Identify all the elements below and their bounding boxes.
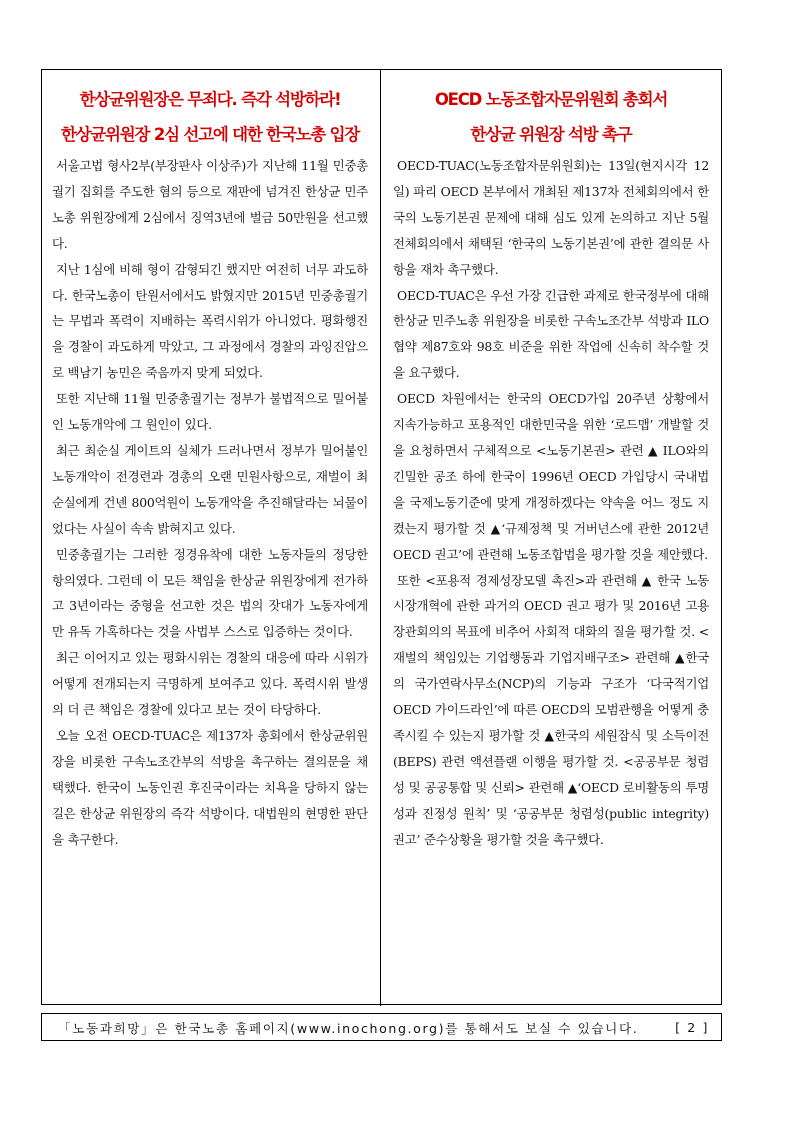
right-paragraph: OECD 차원에서는 한국의 OECD가입 20주년 상황에서 지속가능하고 포용적인 대한민국을 위한 ‘로드맵’ 개발할 것을 요청하면서 구체적으로 <노동기본권> 관련 ▲ ILO와의 긴밀한 공조 하에 한국이 1996년 OECD 가입당시 국내법을 국제노동기준에 맞게 개정하겠다는 약속을 어느 정도 지켰는지 평가할 것 ▲‘규제정책 및 거버넌스에 관한 2012년 OECD 권고’에 관련해 노동조합법을 평가할 것을 제안했다. (393, 391, 709, 562)
left-headline-1: 한상균위원장은 무죄다. 즉각 석방하라! (79, 90, 341, 109)
page-number: [ 2 ] (675, 1019, 709, 1035)
left-paragraph: 오늘 오전 OECD-TUAC은 제137차 총회에서 한상균위원장을 비롯한 구속노조간부의 석방을 촉구하는 결의문을 채택했다. 한국이 노동인권 후진국이라는 치욕을 당하지 않는 길은 한상균 위원장의 즉각 석방이다. 대법원의 현명한 판단을 촉구한다. (52, 727, 368, 847)
right-paragraph: OECD-TUAC(노동조합자문위원회)는 13일(현지시각 12일) 파리 OECD 본부에서 개최된 제137차 전체회의에서 한국의 노동기본권 문제에 대해 심도 있게 논의하고 지난 5월 전체회의에서 채택된 ‘한국의 노동기본권’에 관한 결의문 사항을 재차 촉구했다. (393, 158, 709, 277)
right-article (393, 82, 709, 852)
column-divider (380, 69, 381, 1006)
left-article (52, 82, 368, 852)
right-headline-2: 한상균 위원장 석방 촉구 (470, 125, 632, 144)
left-paragraph: 지난 1심에 비해 형이 감형되긴 했지만 여전히 너무 과도하다. 한국노총이 탄원서에서도 밝혔지만 2015년 민중총궐기는 무법과 폭력이 지배하는 폭력시위가 아니었다. 평화행진을 경찰이 과도하게 막았고, 그 과정에서 경찰의 과잉진압으로 백남기 농민은 죽음까지 맞게 되었다. (52, 261, 368, 381)
footer-text: 「노동과희망」은 한국노총 홈페이지(www.inochong.org)를 통해서도 보실 수 있습니다. (58, 1020, 639, 1036)
right-paragraph: OECD-TUAC은 우선 가장 긴급한 과제로 한국정부에 대해 한상균 민주노총 위원장을 비롯한 구속노조간부 석방과 ILO협약 제87호와 98호 비준을 위한 작업에 신속히 착수할 것을 요구했다. (393, 287, 709, 381)
page-footer (41, 1013, 722, 1041)
right-article-body (393, 153, 709, 852)
left-article-body (52, 153, 368, 852)
left-paragraph: 민중총궐기는 그러한 정경유착에 대한 노동자들의 정당한 항의였다. 그런데 이 모든 책임을 한상균 위원장에게 전가하고 3년이라는 중형을 선고한 것은 법의 잣대가 노동자에게만 유독 가혹하다는 것을 사법부 스스로 입증하는 것이다. (52, 546, 368, 640)
right-headline-1: OECD 노동조합자문위원회 총회서 (434, 90, 668, 109)
right-paragraph: 또한 <포용적 경제성장모델 촉진>과 관련해 ▲ 한국 노동시장개혁에 관한 과거의 OECD 권고 평가 및 2016년 고용장관회의의 목표에 비추어 사회적 대화의 질을 평가할 것. <재벌의 책임있는 기업행동과 기업지배구조> 관련해 ▲한국의 국가연락사무소(NCP)의 기능과 구조가 ‘다국적기업 OECD 가이드라인’에 따른 OECD의 모범관행을 어떻게 충족시킬 수 있는지 평가할 것 ▲한국의 세원잠식 및 소득이전(BEPS) 관련 액션플랜 이행을 평가할 것. <공공부문 청렴성 및 공공통합 및 신뢰> 관련해 ▲‘OECD 로비활동의 투명성과 진정성 원칙’ 및 ‘공공부문 청렴성(public integrity) 권고’ 준수상황을 평가할 것을 촉구했다. (393, 572, 709, 847)
left-headline-2: 한상균위원장 2심 선고에 대한 한국노총 입장 (60, 125, 360, 144)
left-paragraph: 또한 지난해 11월 민중총궐기는 정부가 불법적으로 밀어붙인 노동개악에 그 원인이 있다. (52, 391, 368, 433)
left-paragraph: 서울고법 형사2부(부장판사 이상주)가 지난해 11월 민중총궐기 집회를 주도한 혐의 등으로 재판에 넘겨진 한상균 민주노총 위원장에게 2심에서 징역3년에 벌금 50만원을 선고했다. (52, 158, 368, 251)
left-paragraph: 최근 최순실 게이트의 실체가 드러나면서 정부가 밀어붙인 노동개악이 전경련과 경총의 오랜 민원사항으로, 재벌이 최순실에게 건넨 800억원이 노동개악을 추진해달라는 뇌물이었다는 사실이 속속 밝혀지고 있다. (52, 442, 368, 536)
left-paragraph: 최근 이어지고 있는 평화시위는 경찰의 대응에 따라 시위가 어떻게 전개되는지 극명하게 보여주고 있다. 폭력시위 발생의 더 큰 책임은 경찰에 있다고 보는 것이 타당하다. (52, 650, 368, 718)
